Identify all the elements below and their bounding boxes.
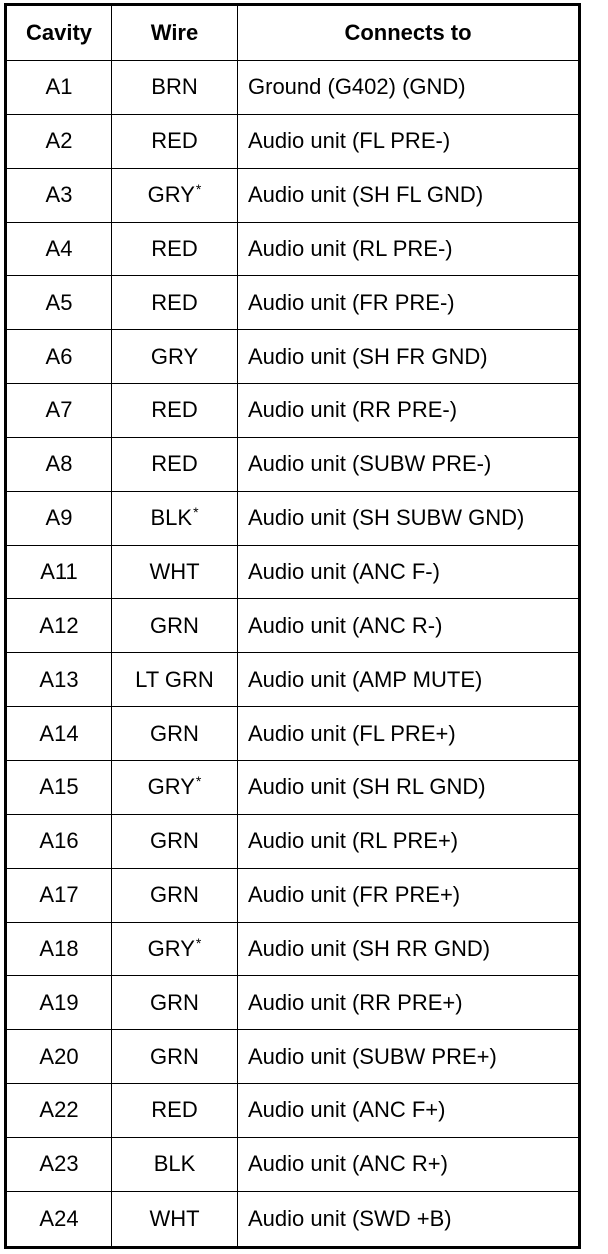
- cavity-cell: A12: [6, 599, 112, 653]
- cavity-cell: A23: [6, 1137, 112, 1191]
- wire-cell: [112, 1191, 238, 1247]
- table-row: [6, 61, 580, 115]
- table-row: [6, 1191, 580, 1247]
- wire-color-text: RED: [151, 128, 198, 154]
- cavity-cell: A15: [6, 760, 112, 814]
- wire-color-text: BLK: [153, 1151, 196, 1177]
- cavity-cell: A17: [6, 868, 112, 922]
- connector-pinout-table: [4, 3, 581, 1249]
- wire-cell: [112, 222, 238, 276]
- wire-cell: [112, 491, 238, 545]
- table-row: [6, 222, 580, 276]
- footnote-asterisk: *: [195, 180, 202, 197]
- wire-color-text: GRN: [150, 882, 199, 908]
- wire-cell: [112, 1137, 238, 1191]
- wire-color-text: RED: [151, 235, 198, 261]
- wire-color-text: GRN: [150, 720, 199, 746]
- header-cavity: Cavity: [6, 5, 112, 61]
- table-row: [6, 868, 580, 922]
- table-row: [6, 814, 580, 868]
- connects-to-cell: Audio unit (RL PRE-): [238, 222, 580, 276]
- footnote-asterisk: *: [195, 934, 202, 951]
- wire-color-text: RED: [151, 397, 198, 423]
- wire-cell: [112, 276, 238, 330]
- wire-cell: [112, 330, 238, 384]
- wire-color-text: GRN: [150, 612, 199, 638]
- wire-cell: [112, 1084, 238, 1138]
- table-row: [6, 168, 580, 222]
- wire-color-text: GRY: [147, 182, 195, 208]
- wire-cell: [112, 114, 238, 168]
- wire-color-text: GRN: [150, 1043, 199, 1069]
- wire-cell: [112, 599, 238, 653]
- connects-to-cell: Audio unit (FL PRE-): [238, 114, 580, 168]
- wire-cell: [112, 437, 238, 491]
- table-row: [6, 384, 580, 438]
- connects-to-cell: Audio unit (SH FL GND): [238, 168, 580, 222]
- connects-to-cell: Audio unit (SH FR GND): [238, 330, 580, 384]
- table-row: [6, 491, 580, 545]
- connects-to-cell: Audio unit (RR PRE-): [238, 384, 580, 438]
- wire-cell: [112, 653, 238, 707]
- wire-color-text: RED: [151, 1097, 198, 1123]
- table-row: [6, 760, 580, 814]
- cavity-cell: A4: [6, 222, 112, 276]
- wire-cell: [112, 707, 238, 761]
- table-row: [6, 707, 580, 761]
- wire-color-text: WHT: [149, 1205, 200, 1231]
- footnote-asterisk: *: [195, 773, 202, 790]
- table-row: [6, 1030, 580, 1084]
- wire-cell: [112, 545, 238, 599]
- connects-to-cell: Audio unit (SH RL GND): [238, 760, 580, 814]
- cavity-cell: A14: [6, 707, 112, 761]
- wire-color-text: BRN: [151, 74, 198, 100]
- wire-color-text: GRY: [147, 774, 195, 800]
- connects-to-cell: Audio unit (ANC R-): [238, 599, 580, 653]
- table-header: [6, 5, 580, 61]
- cavity-cell: A8: [6, 437, 112, 491]
- wire-cell: [112, 61, 238, 115]
- connects-to-cell: Ground (G402) (GND): [238, 61, 580, 115]
- table-row: [6, 976, 580, 1030]
- connects-to-cell: Audio unit (SWD +B): [238, 1191, 580, 1247]
- connects-to-cell: Audio unit (SH SUBW GND): [238, 491, 580, 545]
- cavity-cell: A16: [6, 814, 112, 868]
- wire-color-text: GRY: [147, 935, 195, 961]
- table-row: [6, 599, 580, 653]
- cavity-cell: A13: [6, 653, 112, 707]
- wire-cell: [112, 976, 238, 1030]
- wire-cell: [112, 814, 238, 868]
- cavity-cell: A6: [6, 330, 112, 384]
- cavity-cell: A24: [6, 1191, 112, 1247]
- header-row: [6, 5, 580, 61]
- wire-cell: [112, 384, 238, 438]
- wire-color-text: GRN: [150, 989, 199, 1015]
- table-row: [6, 330, 580, 384]
- wire-color-text: LT GRN: [135, 666, 214, 692]
- footnote-asterisk: *: [193, 503, 199, 520]
- table-row: [6, 922, 580, 976]
- wire-cell: [112, 1030, 238, 1084]
- wire-cell: [112, 922, 238, 976]
- header-wire: Wire: [112, 5, 238, 61]
- wire-color-text: GRN: [150, 828, 199, 854]
- cavity-cell: A2: [6, 114, 112, 168]
- connects-to-cell: Audio unit (ANC F-): [238, 545, 580, 599]
- cavity-cell: A9: [6, 491, 112, 545]
- connects-to-cell: Audio unit (SUBW PRE-): [238, 437, 580, 491]
- wire-cell: [112, 868, 238, 922]
- connects-to-cell: Audio unit (FR PRE+): [238, 868, 580, 922]
- cavity-cell: A7: [6, 384, 112, 438]
- wire-cell: [112, 760, 238, 814]
- wire-color-text: GRY: [150, 343, 199, 369]
- connects-to-cell: Audio unit (FR PRE-): [238, 276, 580, 330]
- table-row: [6, 437, 580, 491]
- table-row: [6, 114, 580, 168]
- cavity-cell: A5: [6, 276, 112, 330]
- cavity-cell: A19: [6, 976, 112, 1030]
- table-body: [6, 61, 580, 1248]
- cavity-cell: A22: [6, 1084, 112, 1138]
- connects-to-cell: Audio unit (ANC F+): [238, 1084, 580, 1138]
- connects-to-cell: Audio unit (RR PRE+): [238, 976, 580, 1030]
- connects-to-cell: Audio unit (RL PRE+): [238, 814, 580, 868]
- cavity-cell: A11: [6, 545, 112, 599]
- table-row: [6, 545, 580, 599]
- table-row: [6, 276, 580, 330]
- cavity-cell: A18: [6, 922, 112, 976]
- connects-to-cell: Audio unit (SH RR GND): [238, 922, 580, 976]
- connects-to-cell: Audio unit (FL PRE+): [238, 707, 580, 761]
- table-row: [6, 1084, 580, 1138]
- cavity-cell: A3: [6, 168, 112, 222]
- cavity-cell: A20: [6, 1030, 112, 1084]
- connects-to-cell: Audio unit (ANC R+): [238, 1137, 580, 1191]
- wire-color-text: WHT: [149, 559, 200, 585]
- table-row: [6, 653, 580, 707]
- wire-color-text: RED: [151, 289, 198, 315]
- cavity-cell: A1: [6, 61, 112, 115]
- connects-to-cell: Audio unit (SUBW PRE+): [238, 1030, 580, 1084]
- wire-color-text: RED: [151, 451, 198, 477]
- wire-color-text: BLK: [150, 505, 193, 531]
- wire-cell: [112, 168, 238, 222]
- header-connects-to: Connects to: [238, 5, 580, 61]
- table-row: [6, 1137, 580, 1191]
- connects-to-cell: Audio unit (AMP MUTE): [238, 653, 580, 707]
